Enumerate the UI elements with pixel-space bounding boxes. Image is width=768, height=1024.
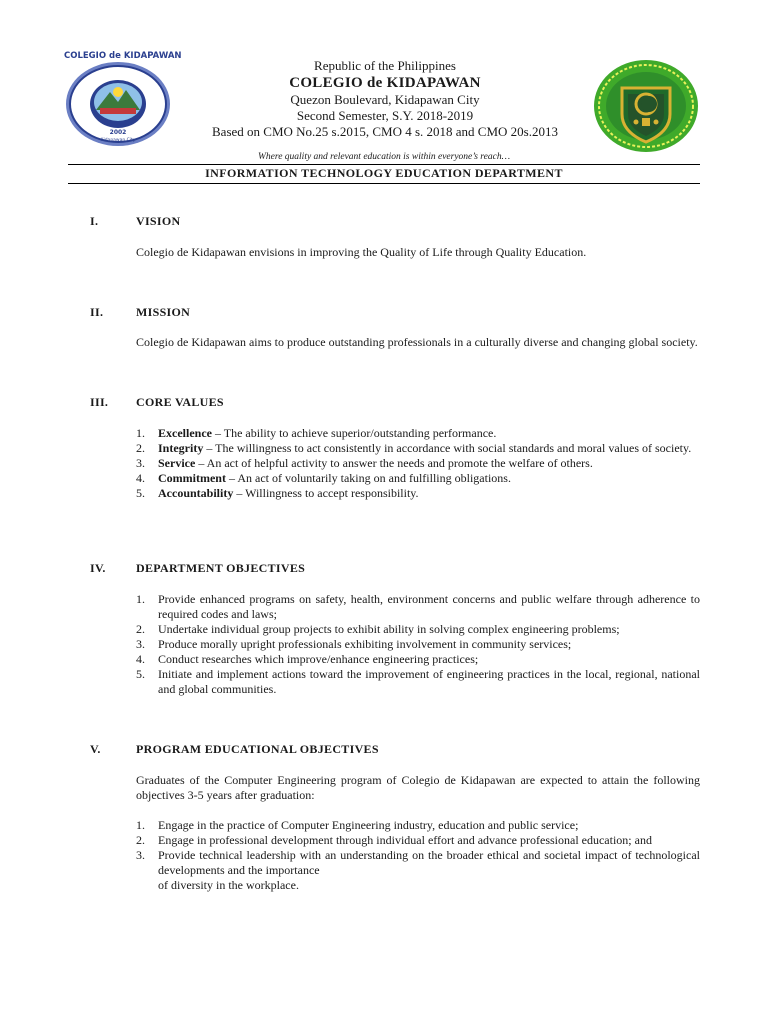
section-dept-objectives-heading [90,561,305,576]
section-number: IV. [90,561,106,575]
list-item: 2. Integrity – The willingness to act consistently in accordance with social standards and moral values of society. [136,441,692,455]
cmo-basis-line: Based on CMO No.25 s.2015, CMO 4 s. 2018 and CMO 20s.2013 [212,124,558,139]
core-values-list [136,426,700,501]
section-number: V. [90,742,101,756]
college-seal-icon [64,51,182,146]
section-number: I. [90,214,99,228]
peo-intro: Graduates of the Computer Engineering program of Colegio de Kidapawan are expected to attain the following objectives 3-5 years after graduation: [136,773,700,802]
list-item: 1. Excellence – The ability to achieve superior/outstanding performance. [136,426,497,440]
document-header [0,0,768,190]
list-item: 4. Commitment – An act of voluntarily taking on and fulfilling obligations. [136,471,511,485]
peo-list [136,818,700,893]
seal-ring-text: COLEGIO de KIDAPAWAN [64,51,182,61]
header-rule-bottom [68,183,700,184]
department-shield-icon [592,58,700,154]
list-item: 5. Accountability – Willingness to accept responsibility. [136,486,419,500]
list-item: 3. Service – An act of helpful activity to answer the needs and promote the welfare of others. [136,456,593,470]
dept-objectives-list [136,592,700,697]
list-item: 1. Engage in the practice of Computer Engineering industry, education and public service; [136,818,579,832]
semester-line: Second Semester, S.Y. 2018-2019 [296,108,474,123]
section-number: II. [90,305,104,319]
section-title: DEPARTMENT OBJECTIVES [136,561,306,575]
list-item: 2. Engage in professional development through individual effort and advance professional education; and [136,833,652,847]
tagline: Where quality and relevant education is within everyone’s reach… [257,152,511,162]
seal-year: 2002 [109,129,127,136]
list-item: 1. Provide enhanced programs on safety, health, environment concerns and public welfare through adherence to required codes and laws; [136,592,700,621]
department-title: INFORMATION TECHNOLOGY EDUCATION DEPARTMENT [205,166,563,180]
section-mission-heading [90,305,190,320]
section-core-values-heading [90,395,224,410]
list-item: 3. Provide technical leadership with an understanding on the broader ethical and societal impact of technological developments and the importance of diversity in the workplace. [136,848,700,892]
list-item: 5. Initiate and implement actions toward the improvement of engineering practices in the local, regional, national and global communities. [136,667,700,696]
vision-text: Colegio de Kidapawan envisions in improving the Quality of Life through Quality Education. [136,245,587,259]
header-text-block [170,58,600,140]
republic-line: Republic of the Philippines [314,58,456,73]
list-item: 3. Produce morally upright professionals exhibiting involvement in community services; [136,637,572,651]
section-title: MISSION [136,305,191,319]
header-rule-top [68,164,700,165]
seal-city: Kidapawan City [100,138,136,143]
college-name: COLEGIO de KIDAPAWAN [289,75,481,91]
list-item: 4. Conduct researches which improve/enhance engineering practices; [136,652,479,666]
section-peo-heading [90,742,379,757]
section-vision-heading [90,214,180,229]
address-line: Quezon Boulevard, Kidapawan City [290,92,480,107]
list-item: 2. Undertake individual group projects to exhibit ability in solving complex engineering problems; [136,622,620,636]
section-title: PROGRAM EDUCATIONAL OBJECTIVES [136,742,379,756]
section-title: VISION [136,214,181,228]
section-title: CORE VALUES [136,395,224,409]
mission-text: Colegio de Kidapawan aims to produce outstanding professionals in a culturally diverse and changing global society. [136,335,698,349]
section-number: III. [90,395,109,409]
